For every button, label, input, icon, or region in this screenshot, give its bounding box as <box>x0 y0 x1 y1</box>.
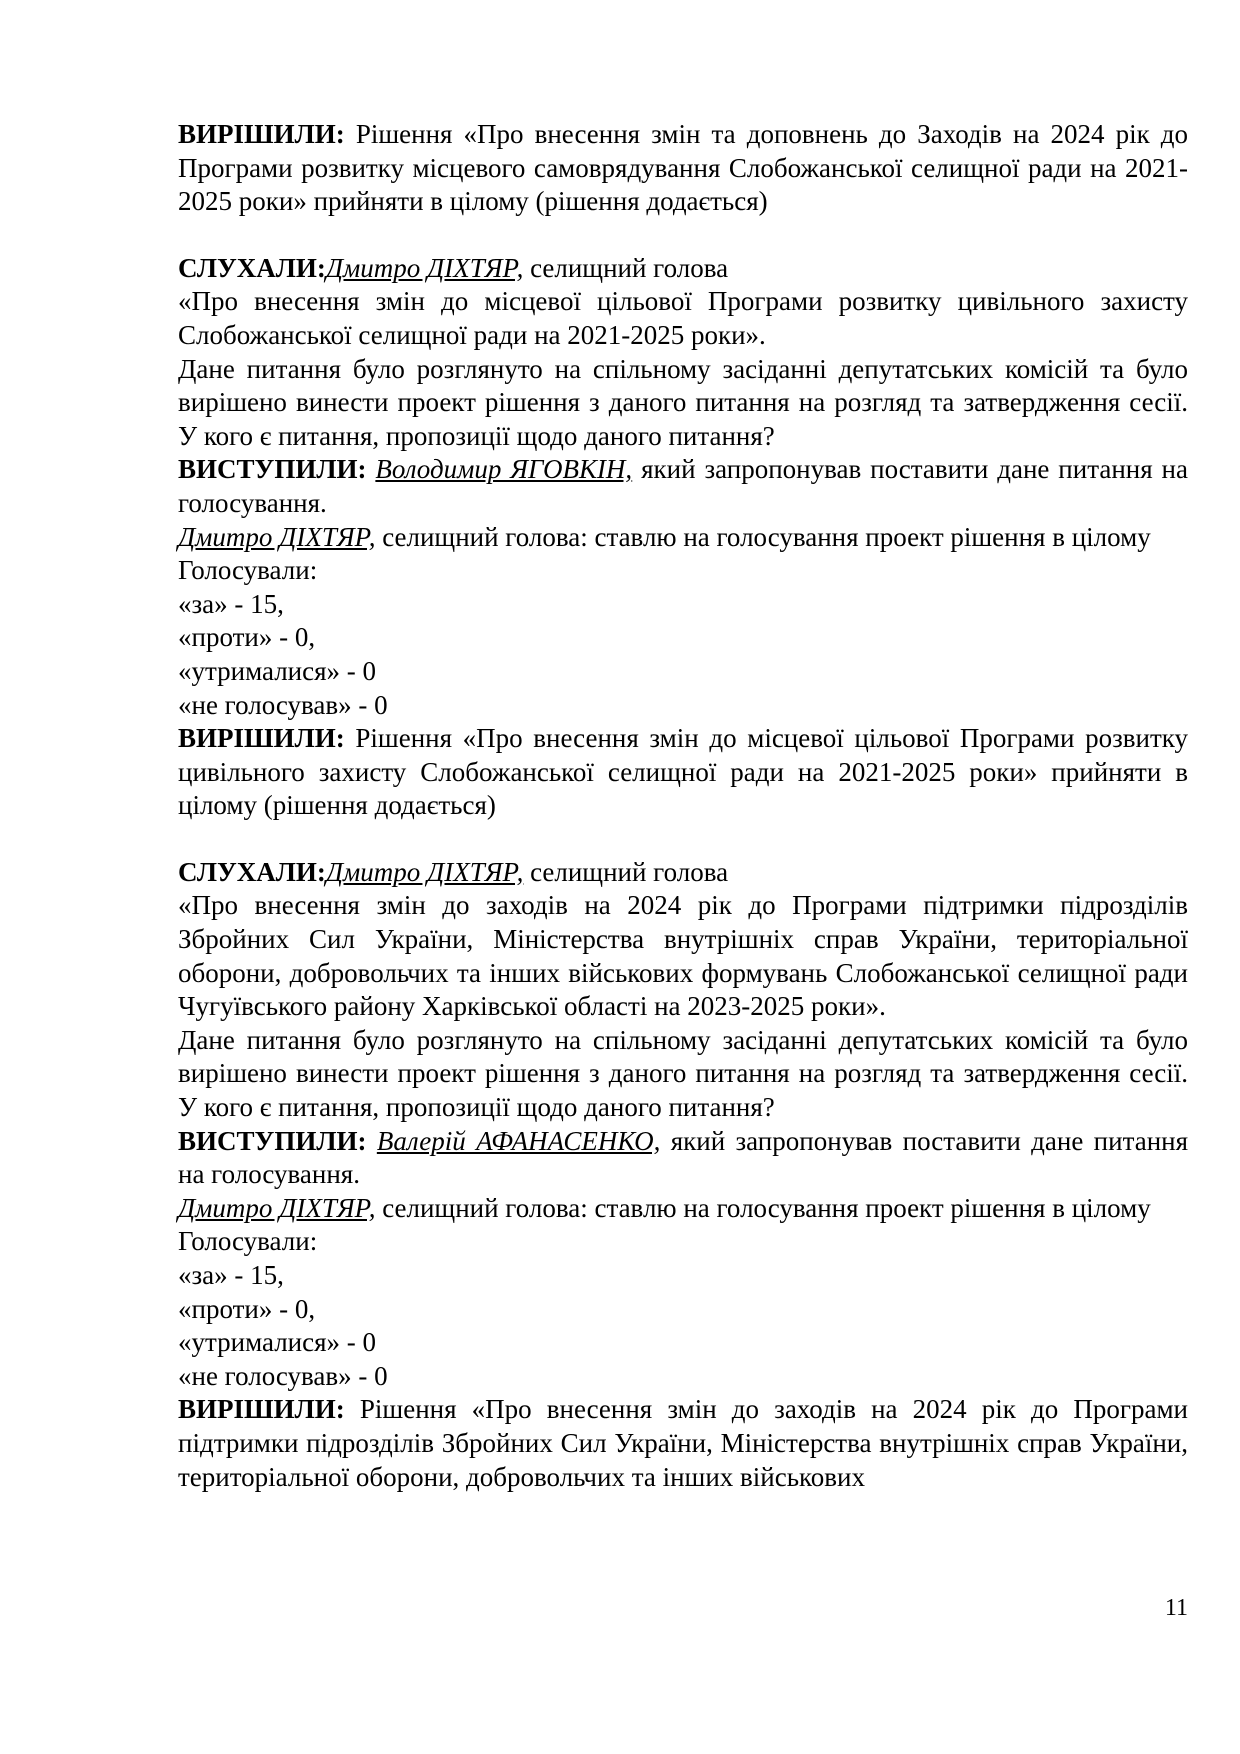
vote-against: «проти» - 0, <box>178 622 316 653</box>
speaker-name: Дмитро ДІХТЯР, <box>325 856 524 887</box>
decision-paragraph <box>178 722 1188 823</box>
speaker-role: селищний голова <box>523 252 729 283</box>
agenda-intro: Дане питання було розглянуто на спільному засіданні депутатських комісій та було вирішено винести проект рішення з даного питання на розгляд та затвердження сесії. У кого є питання, пропозиції щодо даного питання? <box>178 353 1188 451</box>
chair-paragraph <box>178 521 1188 555</box>
vote-for: «за» - 15, <box>178 1260 284 1290</box>
spoke-paragraph <box>178 453 1188 520</box>
page-body <box>178 118 1188 1494</box>
spoke-text: який запропонував поставити дане питання на голосування. <box>178 454 1188 518</box>
vote-abstained: «утрималися» - 0 <box>178 655 377 686</box>
chair-name: Дмитро ДІХТЯР, <box>178 521 376 552</box>
agenda-intro: Дане питання було розглянуто на спільному засіданні депутатських комісій та було вирішено винести проект рішення з даного питання на розгляд та затвердження сесії. У кого є питання, пропозиції щодо даного питання? <box>178 1024 1188 1123</box>
vote-against: «проти» - 0, <box>178 1293 316 1324</box>
decision-label: ВИРІШИЛИ: <box>178 1394 345 1425</box>
decision-text: Рішення «Про внесення змін до місцевої цільової Програми розвитку цивільного захисту Слобожанської селищної ради на 2021-2025 роки» прийняти в цілому (рішення додається) <box>178 723 1188 821</box>
vote-not-voted: «не голосував» - 0 <box>178 689 388 720</box>
chair-text: селищний голова: ставлю на голосування проект рішення в цілому <box>375 521 1151 552</box>
spoke-paragraph <box>178 1125 1188 1192</box>
heard-line <box>178 252 1188 286</box>
spoke-name: Володимир ЯГОВКІН, <box>375 454 633 485</box>
speaker-name: Дмитро ДІХТЯР, <box>325 252 524 283</box>
spoke-label: ВИСТУПИЛИ: <box>178 1125 367 1156</box>
vote-abstained: «утрималися» - 0 <box>178 1327 377 1358</box>
section-gap <box>178 219 1188 252</box>
vote-not-voted: «не голосував» - 0 <box>178 1360 388 1391</box>
spoke-label: ВИСТУПИЛИ: <box>178 454 367 485</box>
speaker-role: селищний голова <box>523 856 729 887</box>
page-number: 11 <box>1164 1595 1188 1621</box>
decision-paragraph <box>178 118 1188 219</box>
heard-label: СЛУХАЛИ: <box>178 252 326 283</box>
chair-paragraph <box>178 1192 1188 1226</box>
agenda-title: «Про внесення змін до місцевої цільової Програми розвитку цивільного захисту Слобожанської селищної ради на 2021-2025 роки». <box>178 286 1188 350</box>
heard-line <box>178 856 1188 890</box>
chair-name: Дмитро ДІХТЯР, <box>178 1192 376 1223</box>
vote-for: «за» - 15, <box>178 588 284 619</box>
vote-heading: Голосували: <box>178 1226 318 1257</box>
vote-heading: Голосували: <box>178 555 318 586</box>
decision-paragraph <box>178 1393 1188 1494</box>
decision-label: ВИРІШИЛИ: <box>178 119 345 149</box>
agenda-title: «Про внесення змін до заходів на 2024 рік до Програми підтримки підрозділів Збройних Сил України, Міністерства внутрішніх справ України, територіальної оборони, добровольчих та інших військових формувань Слобожанської селищної ради Чугуївського району Харківської області на 2023-2025 роки». <box>178 890 1188 1022</box>
decision-label: ВИРІШИЛИ: <box>178 723 345 754</box>
decision-text: Рішення «Про внесення змін та доповнень до Заходів на 2024 рік до Програми розвитку місцевого самоврядування Слобожанської селищної ради на 2021-2025 роки» прийняти в цілому (рішення додається) <box>178 119 1188 217</box>
decision-text: Рішення «Про внесення змін до заходів на 2024 рік до Програми підтримки підрозділів Збройних Сил України, Міністерства внутрішніх справ України, територіальної оборони, добровольчих та інших військових <box>178 1394 1188 1492</box>
heard-label: СЛУХАЛИ: <box>178 856 326 887</box>
chair-text: селищний голова: ставлю на голосування проект рішення в цілому <box>375 1192 1151 1223</box>
spoke-name: Валерій АФАНАСЕНКО, <box>376 1125 661 1156</box>
spoke-text: який запропонував поставити дане питання на голосування. <box>178 1125 1189 1190</box>
section-gap <box>178 823 1188 856</box>
